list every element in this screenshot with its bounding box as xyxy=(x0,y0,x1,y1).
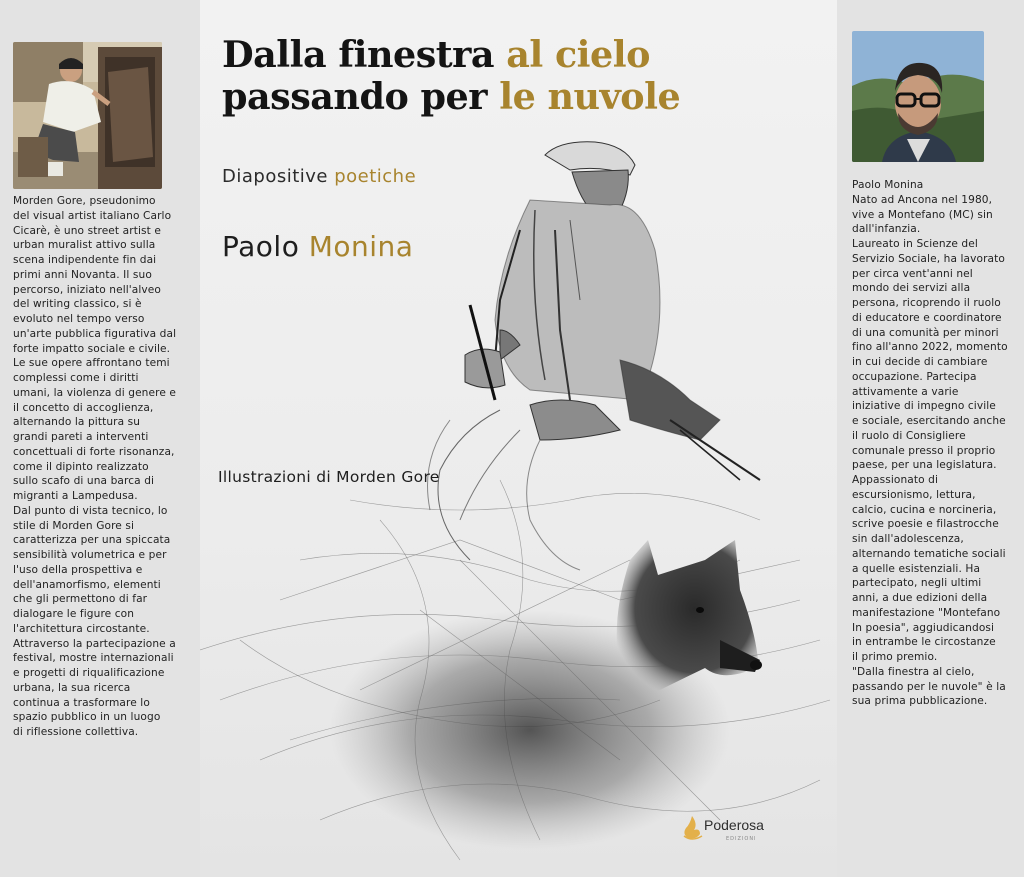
illustrator-credit: Illustrazioni di Morden Gore xyxy=(218,468,440,486)
author-last: Monina xyxy=(308,230,414,263)
right-column xyxy=(837,0,1024,877)
left-column xyxy=(0,0,200,877)
book-author xyxy=(222,230,413,263)
book-title xyxy=(222,34,832,118)
book-cover xyxy=(200,0,837,877)
cover-illustration xyxy=(200,0,837,877)
publisher-logo xyxy=(680,812,790,852)
publisher-name: Poderosa xyxy=(704,817,764,833)
publisher-flame-icon xyxy=(680,814,704,842)
author-first: Paolo xyxy=(222,230,309,263)
author-bio: Paolo Monina Nato ad Ancona nel 1980, vive a Montefano (MC) sin dall'infanzia. Laureato in Scienze del Servizio Sociale, ha lavorato per circa vent'anni nel mondo dei servizi alla persona, ricoprendo il ruolo di educatore e coordinatore di una comunità per minori fino all'anno 2022, momento in cui decide di cambiare occupazione. Partecipa attivamente a varie iniziative di impegno civile e sociale, esercitando anche il ruolo di Consigliere comunale presso il proprio paese, per una legislatura. Appassionato di escursionismo, lettura, calcio, cucina e norcineria, scrive poesie e filastrocche sin dall'adolescenza, alternando tematiche sociali a quelle esistenziali. Ha partecipato, negli ultimi anni, a due edizioni della manifestazione "Montefano In poesia", aggiudicandosi in entrambe le circostanze il primo premio. "Dalla finestra al cielo, passando per le nuvole" è la sua prima pubblicazione. xyxy=(852,179,1008,708)
illustrator-photo xyxy=(13,42,162,189)
author-photo xyxy=(852,31,984,162)
man-sketch xyxy=(428,142,761,570)
title-line1-dark: Dalla finestra xyxy=(222,33,507,76)
publisher-subtitle: EDIZIONI xyxy=(726,836,757,842)
author-photo-image xyxy=(852,31,984,162)
subtitle-dark: Diapositive xyxy=(222,166,335,187)
title-line2-dark: passando per xyxy=(222,75,500,118)
illustrator-bio: Morden Gore, pseudonimo del visual artist italiano Carlo Cicarè, è uno street artist e urban muralist attivo sulla scena indipendente fin dai primi anni Novanta. Il suo percorso, iniziato nell'alveo del writing classico, si è evoluto nel tempo verso un'arte pubblica figurativa dal forte impatto sociale e civile. Le sue opere affrontano temi complessi come i diritti umani, la violenza di genere e il concetto di accoglienza, alternando la pittura su grandi pareti a interventi concettuali di forte risonanza, come il dipinto realizzato sullo scafo di una barca di migranti a Lampedusa. Dal punto di vista tecnico, lo stile di Morden Gore si caratterizza per una spiccata sensibilità volumetrica e per l'uso della prospettiva e dell'anamorfismo, elementi che gli permettono di far dialogare le figure con l'architettura circostante. Attraverso la partecipazione a festival, mostre internazionali e progetti di riqualificazione urbana, la sua ricerca continua a trasformare lo spazio pubblico in un luogo di riflessione collettiva. xyxy=(13,195,177,738)
subtitle-gold: poetiche xyxy=(334,166,417,187)
title-line2-gold: le nuvole xyxy=(499,75,681,118)
book-subtitle xyxy=(222,166,416,187)
title-line1-gold: al cielo xyxy=(506,33,650,76)
illustrator-photo-image xyxy=(13,42,162,189)
wolf-sketch xyxy=(617,540,762,693)
